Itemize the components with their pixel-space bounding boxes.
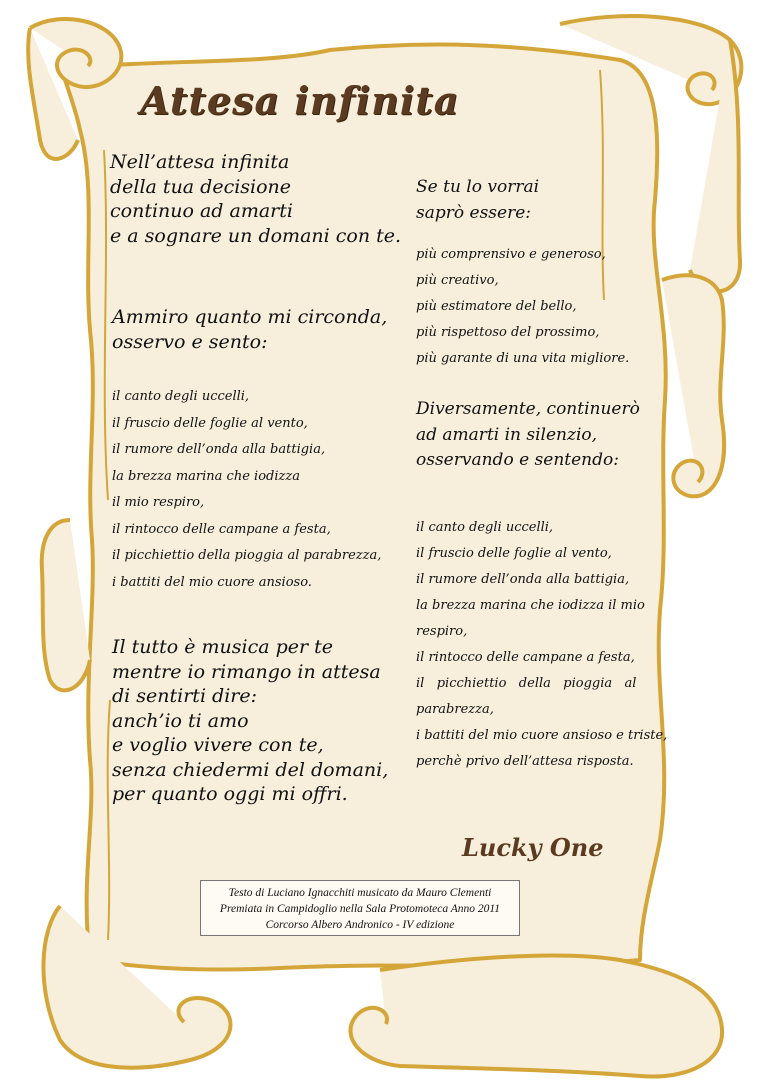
left-stanza-4 [112,635,388,807]
poem-line: Se tu lo vorrai [416,177,540,197]
poem-line: Ammiro quanto mi circonda, [112,306,388,328]
credits-line: Premiata in Campidoglio nella Sala Protomoteca Anno 2011 [219,903,501,915]
poem-line: il fruscio delle foglie al vento, [112,415,308,431]
poem-line: il rumore dell’onda alla battigia, [416,572,630,587]
poem-line: i battiti del mio cuore ansioso e triste, [416,728,668,743]
poem-line: i battiti del mio cuore ansioso. [112,574,312,590]
poem-line: anch’io ti amo [112,709,249,732]
poem-line: continuo ad amarti [110,200,293,222]
poem-line: senza chiedermi del domani, [112,758,389,781]
right-stanza-1 [416,175,539,226]
poem-line: respiro, [416,624,468,639]
poem-line: e voglio vivere con te, [112,734,324,756]
poem-line: parabrezza, [416,702,494,717]
poem-line: Il tutto è musica per te [112,636,334,658]
left-stanza-2 [112,305,387,354]
poem-line: il rintocco delle campane a festa, [112,521,331,537]
poem-line: della tua decisione [110,175,292,198]
left-stanza-1 [110,150,401,248]
right-stanza-3 [416,397,640,474]
poem-line: la brezza marina che iodizza [112,468,300,484]
poem-line: più comprensivo e generoso, [416,247,606,262]
credits-line: Corcorso Albero Andronico - IV edizione [265,919,455,931]
credits-box [200,880,520,936]
poem-line: il rintocco delle campane a festa, [416,650,635,665]
poem-line: la brezza marina che iodizza il mio [416,598,645,613]
poem-line: e a sognare un domani con te. [110,224,402,247]
poem-line: per quanto oggi mi offri. [112,783,348,805]
poem-line: il fruscio delle foglie al vento, [416,546,612,561]
poem-line: più rispettoso del prossimo, [416,325,600,340]
poem-line: osservo e sento: [112,330,268,353]
poem-line: il picchiettio della pioggia al [416,676,637,691]
poem-line: il canto degli uccelli, [112,389,250,404]
poem-line: saprò essere: [416,202,531,223]
left-stanza-3 [112,384,381,596]
poem-line: il canto degli uccelli, [416,520,554,535]
poem-line: ad amarti in silenzio, [416,424,598,445]
credits-line: Testo di Luciano Ignacchiti musicato da Mauro Clementi [228,887,492,899]
author-signature: Lucky One [462,833,604,862]
poem-line: di sentirti dire: [112,685,258,707]
poem-line: il rumore dell’onda alla battigia, [112,442,326,457]
poem-line: più creativo, [416,273,499,288]
poem-line: Nell’attesa infinita [110,151,290,173]
poem-line: Diversamente, continuerò [416,399,640,419]
poem-line: osservando e sentendo: [416,450,619,470]
poem-line: il picchiettio della pioggia al parabrezza, [112,548,382,563]
right-stanza-4 [416,515,667,775]
poem-line: il mio respiro, [112,495,205,510]
poem-line: mentre io rimango in attesa [112,660,381,683]
poem-line: più estimatore del bello, [416,299,577,314]
right-stanza-2 [416,242,629,372]
poem-line: perchè privo dell’attesa risposta. [416,754,634,769]
poem-line: più garante di una vita migliore. [416,351,630,366]
poem-title: Attesa infinita [140,78,460,123]
